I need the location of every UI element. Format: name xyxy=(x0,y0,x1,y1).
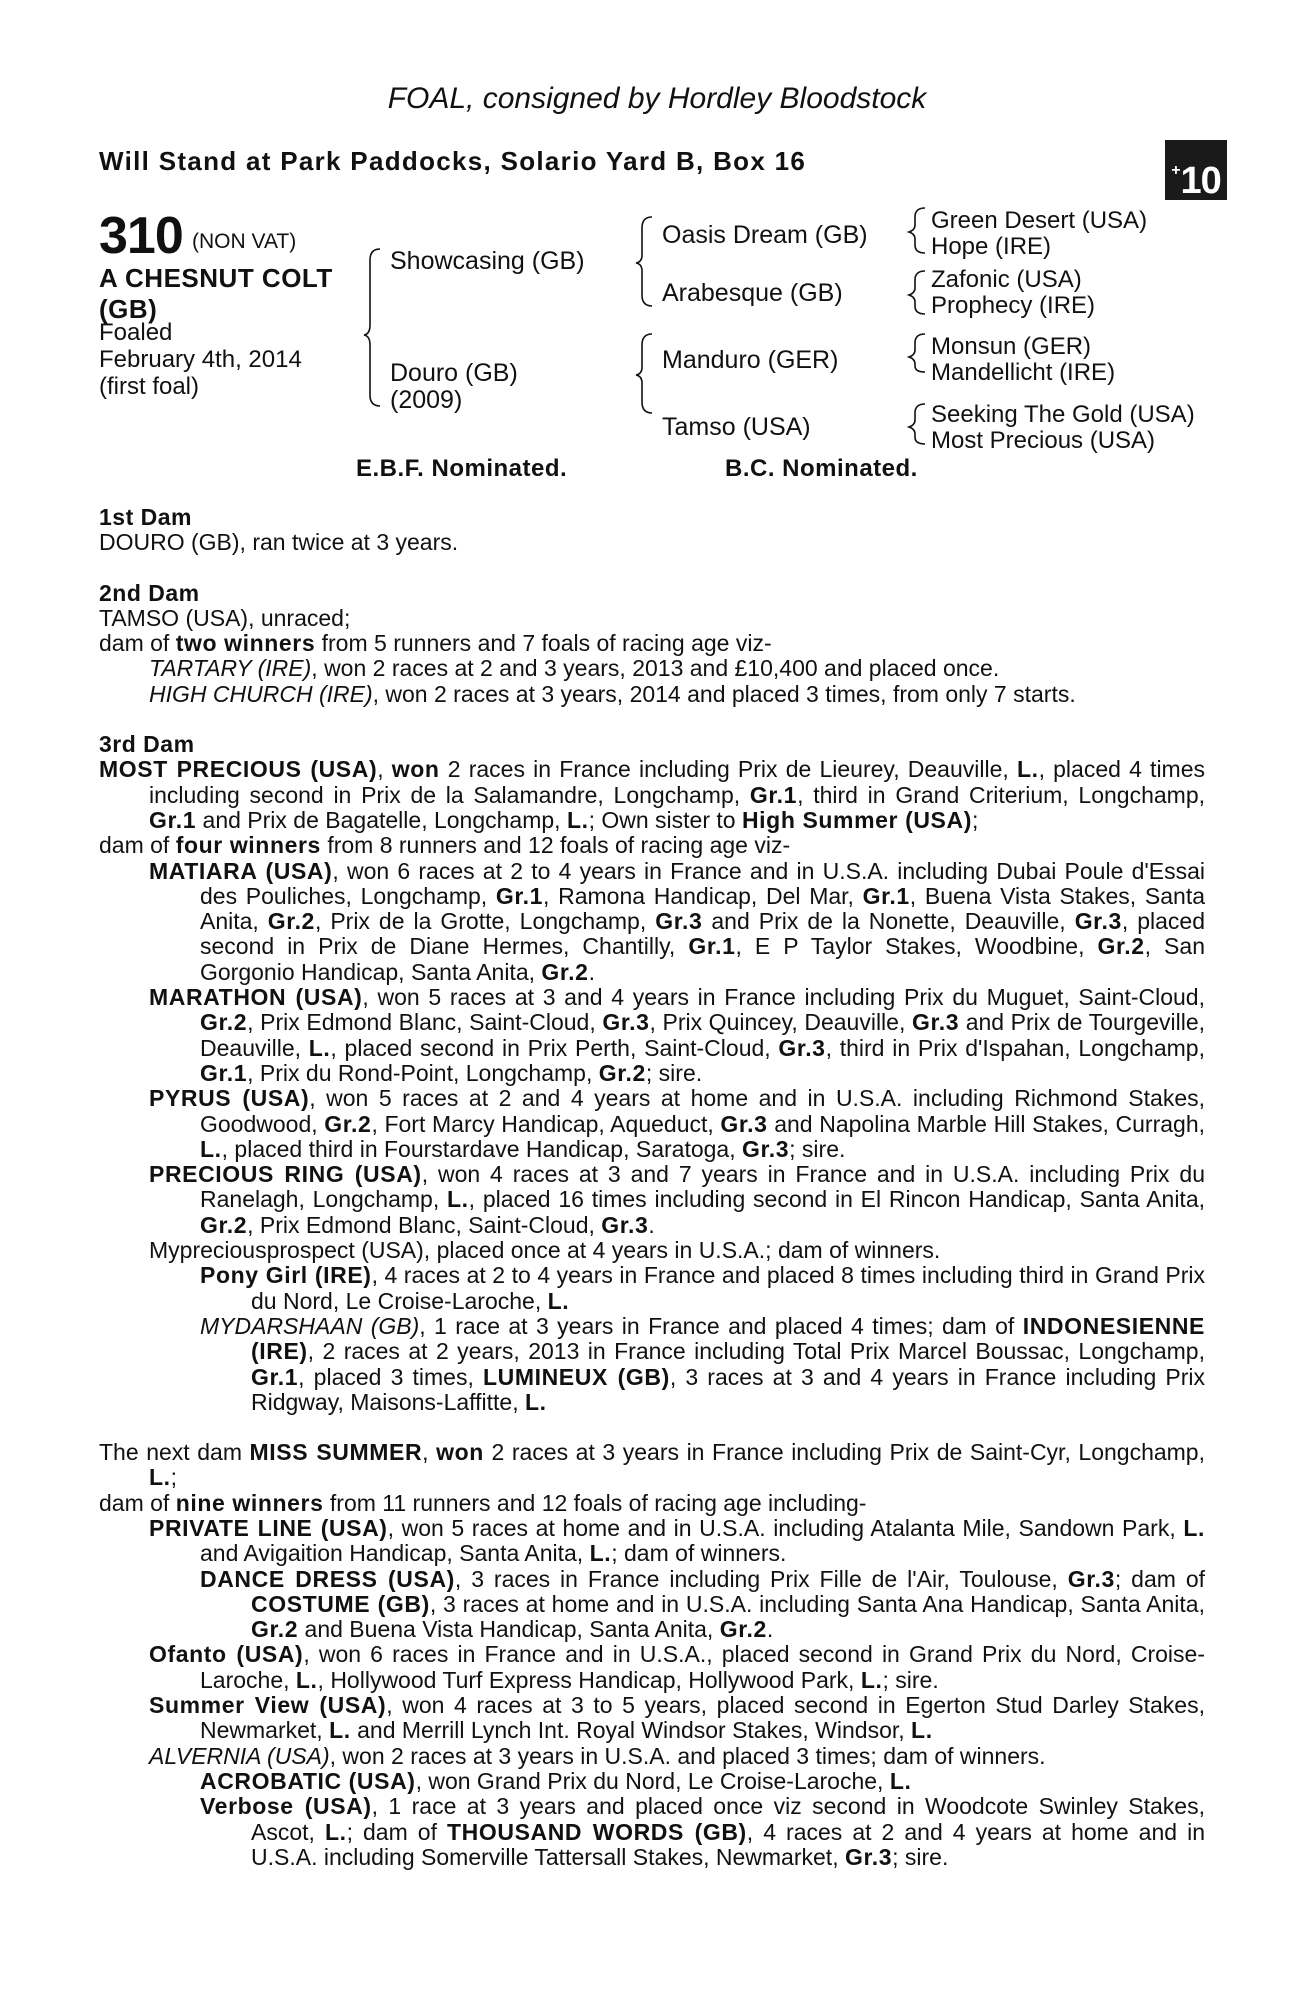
badge-number: 10 xyxy=(1180,160,1221,202)
lot-description: A CHESNUT COLT (GB) xyxy=(99,263,333,324)
dam-of-sire: Arabesque (GB) xyxy=(662,279,843,307)
produce-entry: Pony Girl (IRE), 4 races at 2 to 4 years in France and placed 8 times including third in Grand Prix du Nord, Le Croise-Laroche, L. xyxy=(200,1262,1206,1314)
first-dam-text: DOURO (GB), ran twice at 3 years. xyxy=(99,529,459,556)
third-dam-produce-summary: dam of four winners from 8 runners and 12 foals of racing age viz- xyxy=(99,832,791,859)
third-dam-heading: 3rd Dam xyxy=(99,731,195,758)
produce-entry: TARTARY (IRE), won 2 races at 2 and 3 years, 2013 and £10,400 and placed once. xyxy=(149,655,1000,682)
produce-entry: MATIARA (USA), won 6 races at 2 to 4 years in France and in U.S.A. including Dubai Poule d'Essai des Pouliches, Longchamp, Gr.1, Ramona Handicap, Del Mar, Gr.1, Buena Vista Stakes, Santa Anita, Gr.2, Prix de la Grotte, Longchamp, Gr.3 and Prix de la Nonette, Deauville, Gr.3, placed second in Prix de Diane Hermes, Chantilly, Gr.1, E P Taylor Stakes, Woodbine, Gr.2, San Gorgonio Handicap, Santa Anita, Gr.2. xyxy=(149,857,1206,985)
bc-nomination: B.C. Nominated. xyxy=(725,455,918,482)
sire-of-dam: Manduro (GER) xyxy=(662,346,839,374)
produce-entry: MARATHON (USA), won 5 races at 3 and 4 years in France including Prix du Muguet, Saint-Cloud, Gr.2, Prix Edmond Blanc, Saint-Cloud, Gr.3, Prix Quincey, Deauville, Gr.3 and Prix de Tourgeville, Deauville, L., placed second in Prix Perth, Saint-Cloud, Gr.3, third in Prix d'Ispahan, Longchamp, Gr.1, Prix du Rond-Point, Longchamp, Gr.2; sire. xyxy=(149,984,1205,1086)
produce-entry: ALVERNIA (USA), won 2 races at 3 years in U.S.A. and placed 3 times; dam of winners. xyxy=(149,1742,1046,1769)
consignment-line: FOAL, consigned by Hordley Bloodstock xyxy=(387,82,927,115)
foaling-date: February 4th, 2014 xyxy=(99,346,302,373)
produce-entry: PRIVATE LINE (USA), won 5 races at home and in U.S.A. including Atalanta Mile, Sandown Park, L. and Avigaition Handicap, Santa Anita, L.; dam of winners. xyxy=(149,1514,1205,1567)
produce-entry: ACROBATIC (USA), won Grand Prix du Nord, Le Croise-Laroche, L. xyxy=(200,1767,912,1794)
great-grandsire-1: Green Desert (USA) xyxy=(931,207,1148,234)
produce-entry: DANCE DRESS (USA), 3 races in France including Prix Fille de l'Air, Toulouse, Gr.3; dam of COSTUME (GB), 3 races at home and in U.S.A. including Santa Ana Handicap, Santa Anita, Gr.2 and Buena Vista Handicap, Santa Anita, Gr.2. xyxy=(200,1565,1205,1643)
second-dam-text: TAMSO (USA), unraced; xyxy=(99,604,351,631)
next-dam-produce-summary: dam of nine winners from 11 runners and 12 foals of racing age including- xyxy=(99,1489,867,1516)
sire: Showcasing (GB) xyxy=(390,247,585,275)
second-dam-heading: 2nd Dam xyxy=(99,579,200,606)
produce-entry: PRECIOUS RING (USA), won 4 races at 3 and 7 years in France and in U.S.A. including Prix du Ranelagh, Longchamp, L., placed 16 times including second in El Rincon Handicap, Santa Anita, Gr.2, Prix Edmond Blanc, Saint-Cloud, Gr.3. xyxy=(149,1161,1206,1238)
great-granddam-4: Most Precious (USA) xyxy=(931,427,1156,454)
produce-entry: HIGH CHURCH (IRE), won 2 races at 3 years, 2014 and placed 3 times, from only 7 starts. xyxy=(149,680,1076,707)
second-dam-produce-summary: dam of two winners from 5 runners and 7 foals of racing age viz- xyxy=(99,630,772,657)
third-dam-entry: MOST PRECIOUS (USA), won 2 races in France including Prix de Lieurey, Deauville, L., placed 4 times including second in Prix de la Salamandre, Longchamp, Gr.1, third in Grand Criterium, Longchamp, Gr.1 and Prix de Bagatelle, Longchamp, L.; Own sister to High Summer (USA); xyxy=(99,756,1206,833)
produce-entry: Ofanto (USA), won 6 races in France and in U.S.A., placed second in Grand Prix du Nord, Croise-Laroche, L., Hollywood Turf Express Handicap, Hollywood Park, L.; sire. xyxy=(149,1641,1205,1693)
next-dam-entry: The next dam MISS SUMMER, won 2 races at 3 years in France including Prix de Saint-Cyr, Longchamp, L.; xyxy=(99,1439,1205,1491)
badge-mark: + xyxy=(1171,162,1180,179)
dam-of-dam: Tamso (USA) xyxy=(662,413,811,441)
produce-entry: MYDARSHAAN (GB), 1 race at 3 years in France and placed 4 times; dam of INDONESIENNE (IRE), 2 races at 2 years, 2013 in France including Total Prix Marcel Boussac, Longchamp, Gr.1, placed 3 times, LUMINEUX (GB), 3 races at 3 and 4 years in France including Prix Ridgway, Maisons-Laffitte, L. xyxy=(200,1312,1206,1415)
foal-order: (first foal) xyxy=(99,373,200,400)
stand-location: Will Stand at Park Paddocks, Solario Yard B, Box 16 xyxy=(99,146,807,176)
great-grandsire-4: Seeking The Gold (USA) xyxy=(931,401,1195,428)
dam-foaling-year: (2009) xyxy=(390,386,463,414)
catalogue-notes xyxy=(99,505,1205,1870)
great-grandsire-3: Monsun (GER) xyxy=(931,333,1092,360)
first-dam-heading: 1st Dam xyxy=(99,504,192,530)
produce-entry: Mypreciousprospect (USA), placed once at 4 years in U.S.A.; dam of winners. xyxy=(149,1237,941,1264)
foaled-label: Foaled xyxy=(99,319,173,346)
lot-number: 310 xyxy=(99,207,183,265)
produce-entry: PYRUS (USA), won 5 races at 2 and 4 years at home and in U.S.A. including Richmond Stakes, Goodwood, Gr.2, Fort Marcy Handicap, Aqueduct, Gr.3 and Napolina Marble Hill Stakes, Curragh, L., placed third in Fourstardave Handicap, Saratoga, Gr.3; sire. xyxy=(149,1085,1205,1162)
sire-of-sire: Oasis Dream (GB) xyxy=(662,221,868,249)
produce-entry: Verbose (USA), 1 race at 3 years and placed once viz second in Woodcote Swinley Stakes, Ascot, L.; dam of THOUSAND WORDS (GB), 4 races at 2 and 4 years at home and in U.S.A. including Somerville Tattersall Stakes, Newmarket, Gr.3; sire. xyxy=(200,1793,1205,1870)
produce-entry: Summer View (USA), won 4 races at 3 to 5 years, placed second in Egerton Stud Darley Stakes, Newmarket, L. and Merrill Lynch Int. Royal Windsor Stakes, Windsor, L. xyxy=(149,1692,1205,1744)
dam: Douro (GB) xyxy=(390,359,518,387)
great-grandsire-2: Zafonic (USA) xyxy=(931,266,1082,293)
great-granddam-2: Prophecy (IRE) xyxy=(931,292,1096,319)
vat-status: (NON VAT) xyxy=(192,230,297,253)
great-granddam-1: Hope (IRE) xyxy=(931,233,1052,260)
ebf-nomination: E.B.F. Nominated. xyxy=(356,455,568,482)
great-granddam-3: Mandellicht (IRE) xyxy=(931,359,1116,386)
